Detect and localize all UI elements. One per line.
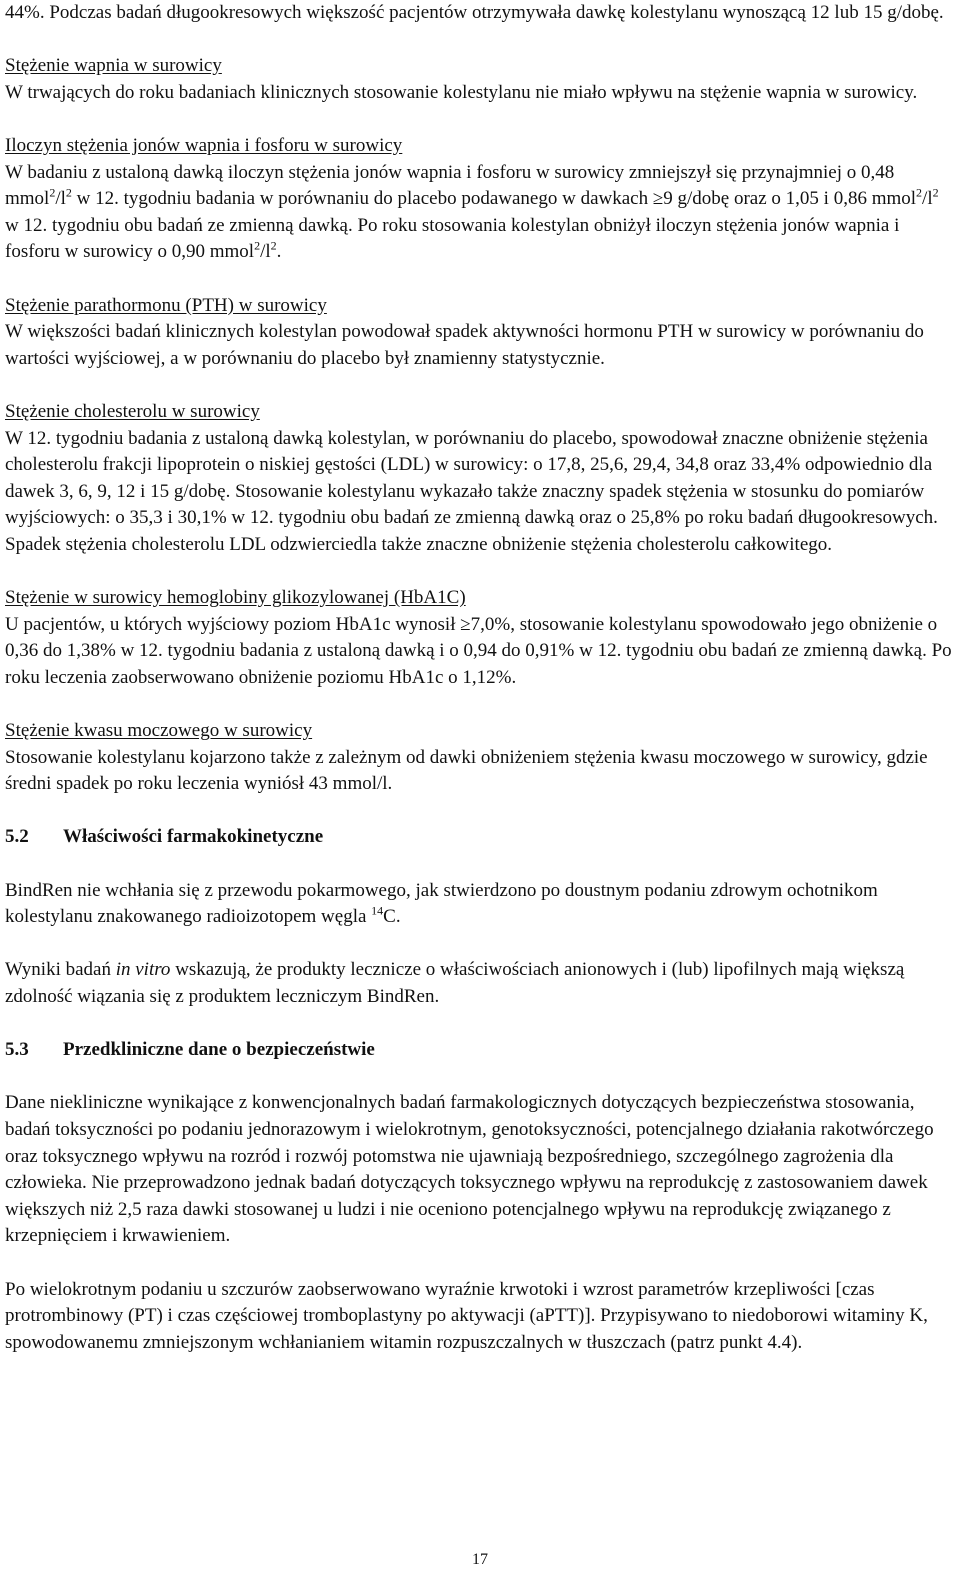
section-5-2-heading: 5.2 Właściwości farmakokinetyczne (5, 826, 324, 848)
section-cholesterol (5, 399, 955, 559)
pth-title: Stężenie parathormonu (PTH) w surowicy (5, 294, 327, 316)
document-page (5, 0, 955, 1356)
section-calcium (5, 53, 955, 106)
calcium-body: W trwających do roku badaniach klinicznych stosowanie kolestylanu nie miało wpływu na stężenie wapnia w surowicy. (5, 81, 918, 103)
section-pth (5, 293, 955, 373)
section-calcium-phosphate-product (5, 133, 955, 266)
product-title: Iloczyn stężenia jonów wapnia i fosforu w surowicy (5, 134, 403, 156)
pth-body: W większości badań klinicznych kolestylan powodował spadek aktywności hormonu PTH w surowicy w porównaniu do wartości wyjściowej, a w porównaniu do placebo był znamienny statystycznie. (5, 321, 924, 369)
uric-body: Stosowanie kolestylanu kojarzono także z zależnym od dawki obniżeniem stężenia kwasu moczowego w surowicy, gdzie średni spadek po roku leczenia wyniósł 43 mmol/l. (5, 746, 928, 795)
calcium-title: Stężenie wapnia w surowicy (5, 55, 222, 77)
section-hba1c (5, 585, 955, 691)
hba1c-body: U pacjentów, u których wyjściowy poziom HbA1c wynosił ≥7,0%, stosowanie kolestylanu spowodowało jego obniżenie o 0,36 do 1,38% w 12. tygodniu badania z ustaloną dawką i o 0,94 do 0,91% w 12. tygodniu obu badań ze zmienną dawką. Po roku leczenia zaobserwowano obniżenie poziomu HbA1c o 1,12%. (5, 613, 952, 688)
section-5-3-heading: 5.3 Przedkliniczne dane o bezpieczeństwie (5, 1039, 375, 1061)
page-number: 17 (472, 1551, 488, 1568)
section-5-3-paragraph-1: Dane niekliniczne wynikające z konwencjonalnych badań farmakologicznych dotyczących bezpieczeństwa stosowania, badań toksyczności po podaniu jednorazowym i wielokrotnym, genotoksyczności, potencjalnego działania rakotwórczego oraz toksycznego wpływu na rozród i rozwój potomstwa nie ujawniają bezpośredniego, szczególnego zagrożenia dla człowieka. Nie przeprowadzono jednak badań dotyczących toksycznego wpływu na reprodukcję z zastosowaniem dawek większych niż 2,5 raza dawki stosowanej u ludzi i nie oceniono potencjalnego wpływu na reprodukcję związanego z krzepnięciem i krwawieniem. (5, 1092, 934, 1247)
intro-paragraph: 44%. Podczas badań długookresowych większość pacjentów otrzymywała dawkę kolestylanu wynoszącą 12 lub 15 g/dobę. (5, 2, 944, 23)
section-uric-acid (5, 718, 955, 798)
hba1c-title: Stężenie w surowicy hemoglobiny glikozylowanej (HbA1C) (5, 587, 466, 609)
section-5-2 (5, 824, 955, 1010)
section-5-2-paragraph-2: Wyniki badań in vitro wskazują, że produkty lecznicze o właściwościach anionowych i (lub) lipofilnych mają większą zdolność wiązania się z produktem leczniczym BindRen. (5, 959, 905, 1007)
section-5-2-paragraph-1: BindRen nie wchłania się z przewodu pokarmowego, jak stwierdzono po doustnym podaniu zdrowym ochotnikom kolestylanu znakowanego radioizotopem węgla $^{14}$C. (5, 879, 878, 928)
cholesterol-title: Stężenie cholesterolu w surowicy (5, 400, 260, 422)
cholesterol-body: W 12. tygodniu badania z ustaloną dawką kolestylan, w porównaniu do placebo, spowodował znaczne obniżenie stężenia cholesterolu frakcji lipoprotein o niskiej gęstości (LDL) w surowicy: o 17,8, 25,6, 29,4, 34,8 oraz 33,4% odpowiednio dla dawek 3, 6, 9, 12 i 15 g/dobę. Stosowanie kolestylanu wykazało także znaczny spadek stężenia w stosunku do pomiarów wyjściowych: o 35,3 i 30,1% w 12. tygodniu obu badań ze zmienną dawką oraz o 25,8% po roku badań długookresowych. Spadek stężenia cholesterolu LDL odzwierciedla także znaczne obniżenie stężenia cholesterolu całkowitego. (5, 427, 938, 555)
section-5-3 (5, 1037, 955, 1356)
product-body: W badaniu z ustaloną dawką iloczyn stężenia jonów wapnia i fosforu w surowicy zmniejszył się przynajmniej o 0,48 $mmol^2/l^2$ w 12. tygodniu badania w porównaniu do placebo podawanego w dawkach ≥9 g/dobę oraz o 1,05 i 0,86 $mmol^2/l^2$ w 12. tygodniu obu badań ze zmienną dawką. Po roku stosowania kolestylan obniżył iloczyn stężenia jonów wapnia i fosforu w surowicy o 0,90 $mmol^2/l^2$. (5, 161, 939, 263)
uric-title: Stężenie kwasu moczowego w surowicy (5, 720, 313, 742)
section-5-3-paragraph-2: Po wielokrotnym podaniu u szczurów zaobserwowano wyraźnie krwotoki i wzrost parametrów krzepliwości [czas protrombinowy (PT) i czas częściowej tromboplastyny po aktywacji (aPTT)]. Przypisywano to niedoborowi witaminy K, spowodowanemu zmniejszonym wchłanianiem witamin rozpuszczalnych w tłuszczach (patrz punkt 4.4). (5, 1278, 928, 1353)
